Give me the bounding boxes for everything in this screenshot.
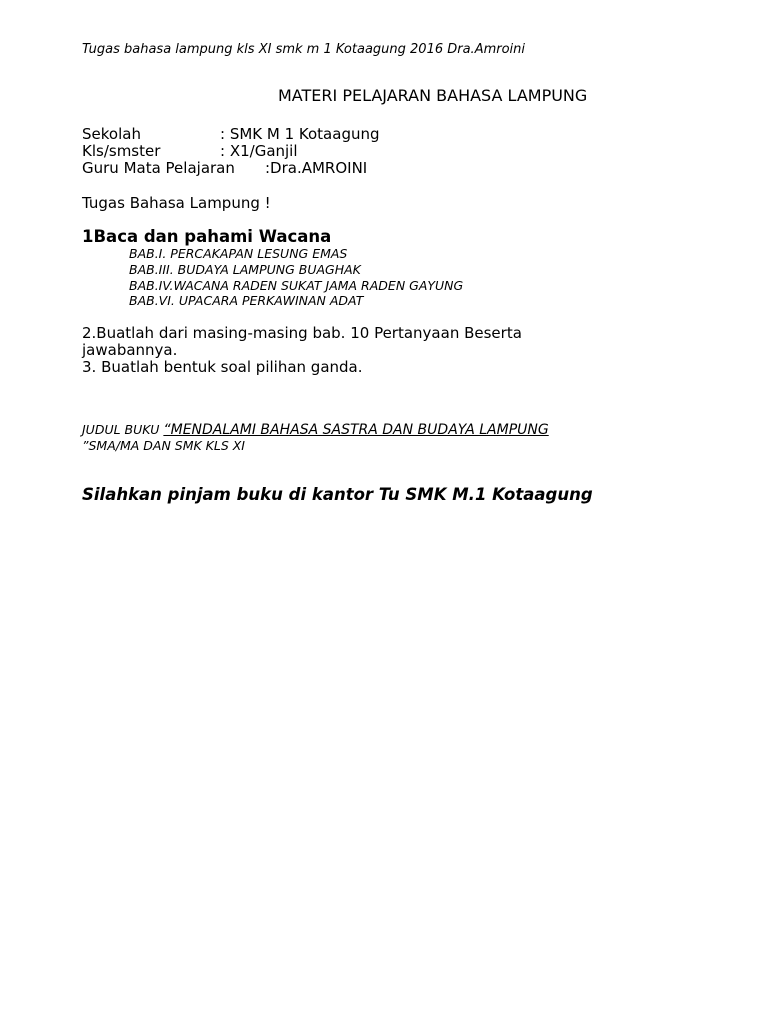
info-value-school: : SMK M 1 Kotaagung <box>220 125 380 143</box>
info-value-class: : X1/Ganjil <box>220 142 298 160</box>
chapter-item: BAB.I. PERCAKAPAN LESUNG EMAS <box>129 246 348 261</box>
book-reference <box>82 423 549 437</box>
chapter-item: BAB.IV.WACANA RADEN SUKAT JAMA RADEN GAYUNG <box>129 278 464 293</box>
closing-note: Silahkan pinjam buku di kantor Tu SMK M.1 Kotaagung <box>82 485 593 504</box>
info-value-teacher: :Dra.AMROINI <box>265 159 368 177</box>
instruction-line: jawabannya. <box>82 341 178 359</box>
instruction-line: 2.Buatlah dari masing-masing bab. 10 Pertanyaan Beserta <box>82 324 522 342</box>
task-intro: Tugas Bahasa Lampung ! <box>82 194 271 212</box>
chapter-item: BAB.VI. UPACARA PERKAWINAN ADAT <box>129 293 364 308</box>
book-reference-second-line: ”SMA/MA DAN SMK KLS XI <box>82 438 245 453</box>
header-note: Tugas bahasa lampung kls XI smk m 1 Kotaagung 2016 Dra.Amroini <box>82 42 526 57</box>
chapter-item: BAB.III. BUDAYA LAMPUNG BUAGHAK <box>129 262 361 277</box>
info-label-school: Sekolah <box>82 125 141 143</box>
section-heading: 1Baca dan pahami Wacana <box>82 227 332 246</box>
document-title: MATERI PELAJARAN BAHASA LAMPUNG <box>278 86 588 105</box>
info-label-class: Kls/smster <box>82 142 161 160</box>
book-prefix: JUDUL BUKU <box>82 422 164 437</box>
book-title: “MENDALAMI BAHASA SASTRA DAN BUDAYA LAMPUNG <box>163 422 549 438</box>
info-label-teacher: Guru Mata Pelajaran <box>82 159 235 177</box>
instruction-line: 3. Buatlah bentuk soal pilihan ganda. <box>82 358 363 376</box>
